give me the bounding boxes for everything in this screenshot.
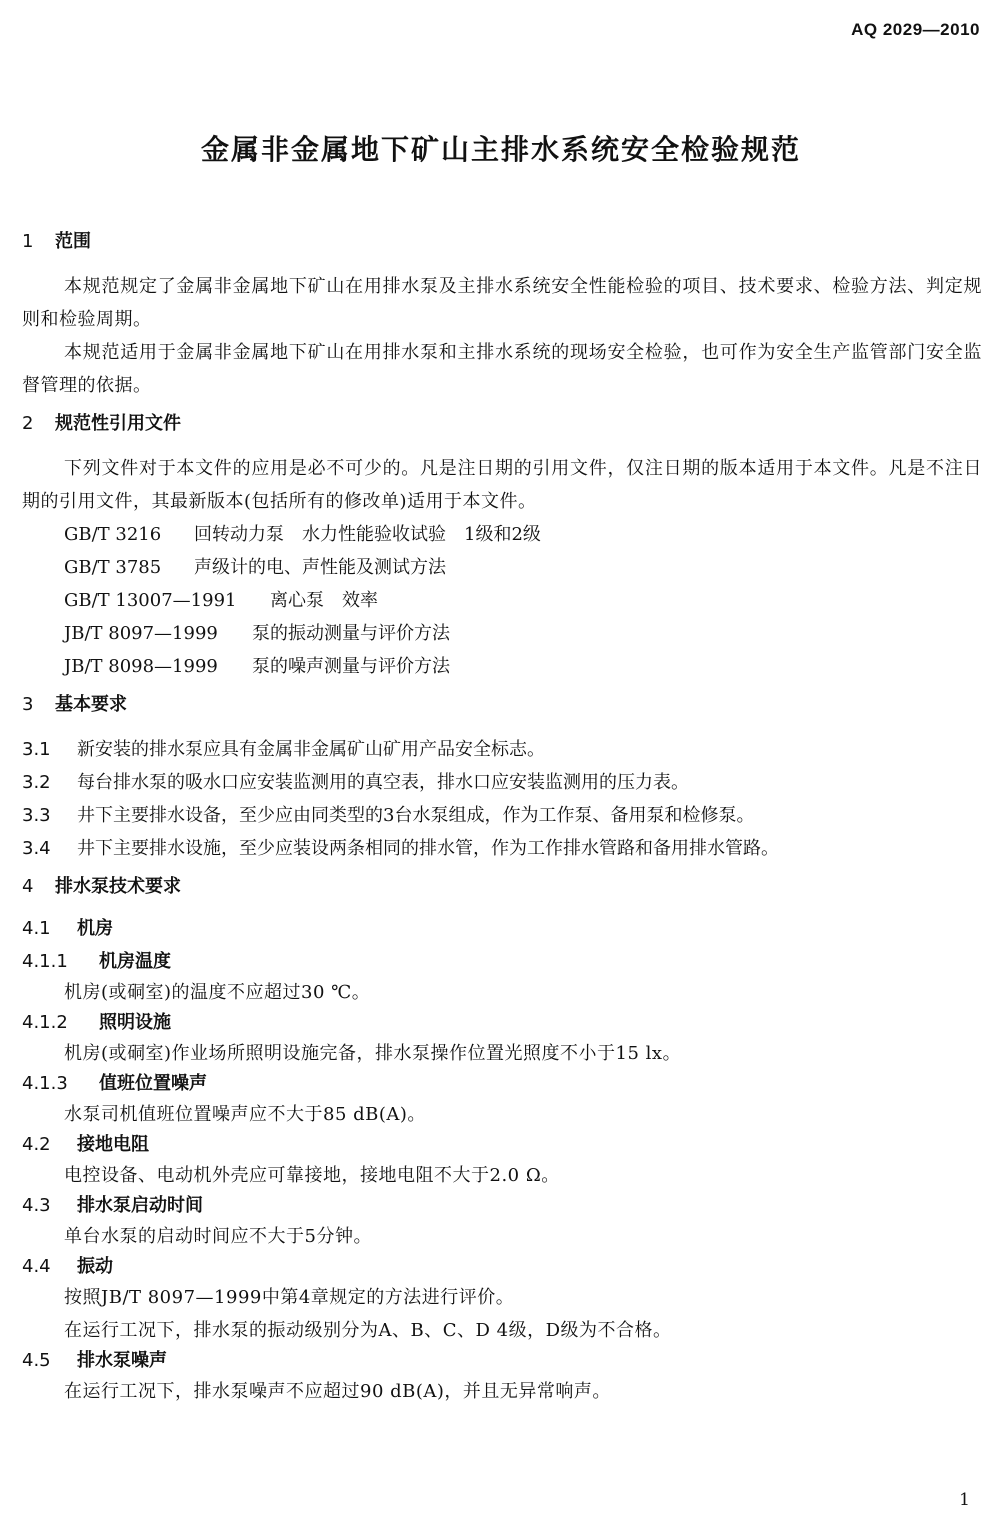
clause-item xyxy=(22,832,982,865)
subsubsection-title: 值班位置噪声 xyxy=(99,1073,207,1094)
clause-text: 每台排水泵的吸水口应安装监测用的真空表，排水口应安装监测用的压力表。 xyxy=(77,772,689,793)
subsubsection-heading xyxy=(22,948,982,976)
paragraph: 电控设备、电动机外壳应可靠接地，接地电阻不大于2.0 Ω。 xyxy=(64,1165,560,1186)
subsubsection-number: 4.1.3 xyxy=(22,1073,68,1094)
subsubsection-number: 4.1.2 xyxy=(22,1012,68,1033)
clause-number: 3.2 xyxy=(22,772,51,793)
section-number: 3 xyxy=(22,694,34,715)
reference-item xyxy=(22,584,982,617)
paragraph: 下列文件对于本文件的应用是必不可少的。凡是注日期的引用文件，仅注日期的版本适用于本文件。凡是不注日期的引用文件，其最新版本(包括所有的修改单)适用于本文件。 xyxy=(22,458,982,512)
reference-title: 泵的振动测量与评价方法 xyxy=(252,623,450,644)
clause-item xyxy=(22,766,982,799)
section-heading xyxy=(22,410,982,438)
page-number: 1 xyxy=(959,1490,970,1510)
reference-title: 泵的噪声测量与评价方法 xyxy=(252,656,450,677)
reference-code: GB/T 3216 xyxy=(64,524,162,545)
section-heading xyxy=(22,873,982,901)
reference-code: GB/T 13007—1991 xyxy=(64,590,237,611)
subsection-title: 排水泵噪声 xyxy=(77,1350,167,1371)
reference-title: 离心泵 效率 xyxy=(270,590,378,611)
document-title: 金属非金属地下矿山主排水系统安全检验规范 xyxy=(200,133,801,166)
subsubsection-heading xyxy=(22,1009,982,1037)
standard-code: AQ 2029—2010 xyxy=(851,20,980,39)
subsection-heading xyxy=(22,1192,982,1220)
section-number: 2 xyxy=(22,413,34,434)
subsection-number: 4.2 xyxy=(22,1134,51,1155)
reference-code: GB/T 3785 xyxy=(64,557,162,578)
reference-item xyxy=(22,650,982,683)
section-title: 基本要求 xyxy=(55,694,127,715)
clause-number: 3.1 xyxy=(22,739,51,760)
subsection-heading xyxy=(22,915,982,943)
subsection-title: 排水泵启动时间 xyxy=(77,1195,203,1216)
clause-text: 井下主要排水设施，至少应装设两条相同的排水管，作为工作排水管路和备用排水管路。 xyxy=(77,838,779,859)
paragraph: 单台水泵的启动时间应不大于5分钟。 xyxy=(64,1226,372,1247)
subsubsection-heading xyxy=(22,1070,982,1098)
reference-item xyxy=(22,551,982,584)
reference-title: 声级计的电、声性能及测试方法 xyxy=(194,557,446,578)
subsection-title: 振动 xyxy=(77,1256,113,1277)
section-number: 4 xyxy=(22,876,34,897)
paragraph: 按照JB/T 8097—1999中第4章规定的方法进行评价。 xyxy=(64,1287,515,1308)
subsection-number: 4.1 xyxy=(22,918,51,939)
reference-item xyxy=(22,617,982,650)
clause-item xyxy=(22,799,982,832)
clause-text: 井下主要排水设备，至少应由同类型的3台水泵组成，作为工作泵、备用泵和检修泵。 xyxy=(77,805,755,826)
clause-number: 3.3 xyxy=(22,805,51,826)
reference-code: JB/T 8098—1999 xyxy=(64,656,218,677)
paragraph: 在运行工况下，排水泵的振动级别分为A、B、C、D 4级，D级为不合格。 xyxy=(64,1320,672,1341)
paragraph: 机房(或硐室)作业场所照明设施完备，排水泵操作位置光照度不小于15 lx。 xyxy=(64,1043,682,1064)
reference-item xyxy=(22,518,982,551)
reference-title: 回转动力泵 水力性能验收试验 1级和2级 xyxy=(194,524,541,545)
subsection-number: 4.4 xyxy=(22,1256,51,1277)
clause-text: 新安装的排水泵应具有金属非金属矿山矿用产品安全标志。 xyxy=(77,739,545,760)
section-number: 1 xyxy=(22,231,34,252)
reference-code: JB/T 8097—1999 xyxy=(64,623,218,644)
paragraph: 本规范适用于金属非金属地下矿山在用排水泵和主排水系统的现场安全检验，也可作为安全生产监管部门安全监督管理的依据。 xyxy=(22,342,982,396)
section-title: 范围 xyxy=(55,231,91,252)
subsubsection-title: 机房温度 xyxy=(99,951,171,972)
section-title: 排水泵技术要求 xyxy=(55,876,181,897)
paragraph: 水泵司机值班位置噪声应不大于85 dB(A)。 xyxy=(64,1104,426,1125)
subsubsection-title: 照明设施 xyxy=(99,1012,171,1033)
document-body xyxy=(22,228,982,1408)
paragraph: 在运行工况下，排水泵噪声不应超过90 dB(A)，并且无异常响声。 xyxy=(64,1381,611,1402)
subsection-title: 机房 xyxy=(77,918,113,939)
clause-item xyxy=(22,733,982,766)
paragraph: 机房(或硐室)的温度不应超过30 ℃。 xyxy=(64,982,371,1003)
section-heading xyxy=(22,691,982,719)
paragraph: 本规范规定了金属非金属地下矿山在用排水泵及主排水系统安全性能检验的项目、技术要求、检验方法、判定规则和检验周期。 xyxy=(22,276,982,330)
clause-number: 3.4 xyxy=(22,838,51,859)
subsection-heading xyxy=(22,1253,982,1281)
subsection-heading xyxy=(22,1347,982,1375)
section-title: 规范性引用文件 xyxy=(55,413,181,434)
subsection-number: 4.5 xyxy=(22,1350,51,1371)
section-heading xyxy=(22,228,982,256)
subsection-title: 接地电阻 xyxy=(77,1134,149,1155)
subsection-heading xyxy=(22,1131,982,1159)
subsection-number: 4.3 xyxy=(22,1195,51,1216)
subsubsection-number: 4.1.1 xyxy=(22,951,68,972)
